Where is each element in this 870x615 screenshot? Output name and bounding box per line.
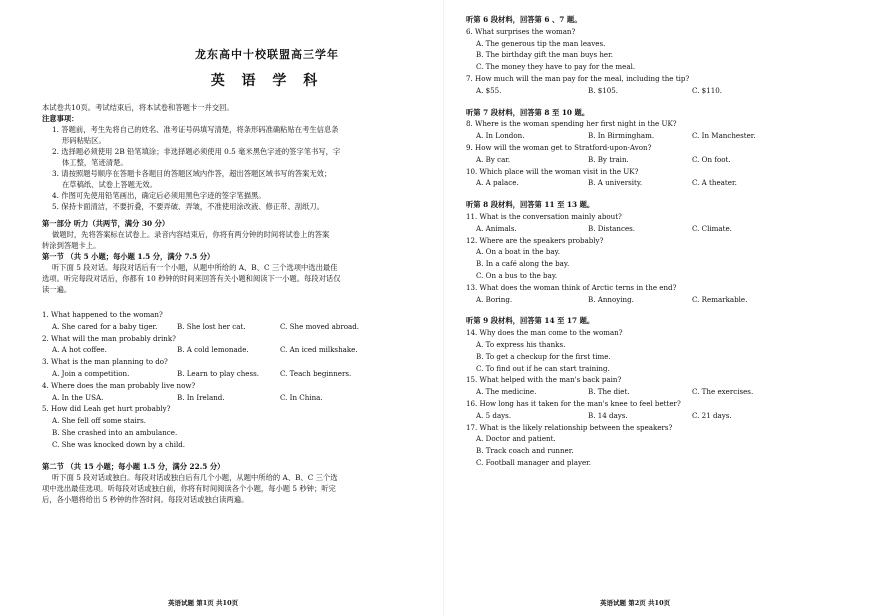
options-row: [466, 294, 850, 306]
options-row: [466, 223, 850, 235]
option-b: B. Annoying.: [588, 294, 634, 304]
option-c: C. The money they have to pay for the meal.: [476, 62, 636, 72]
exam-title: 龙东高中十校联盟高三学年: [195, 48, 339, 61]
option-c: C. She was knocked down by a child.: [52, 439, 186, 449]
option-c: C. Teach beginners.: [280, 368, 352, 378]
options-row: [466, 130, 850, 142]
question-text: 10. Which place will the woman visit in the UK?: [466, 166, 639, 176]
option-b: B. Distances.: [588, 223, 636, 233]
option-c: C. On foot.: [692, 154, 731, 164]
option-c: C. A theater.: [692, 178, 737, 188]
option-b: B. Track coach and runner.: [476, 446, 574, 456]
options-row: [466, 154, 850, 166]
question-3: [42, 356, 422, 380]
notice-line: 5. 保持卡面清洁，不要折叠，不要弄破、弄皱，不准使用涂改液、修正带、刮纸刀。: [52, 202, 324, 211]
notice-list: [42, 124, 422, 212]
option-b: B. 14 days.: [588, 410, 628, 420]
question-text: 9. How will the woman get to Stratford-upon-Avon?: [466, 142, 652, 152]
section2-title: 第二节 （共 15 小题；每小题 1.5 分，满分 22.5 分）: [42, 461, 225, 471]
page-divider: [443, 0, 444, 615]
option-b: B. To get a checkup for the first time.: [476, 351, 611, 361]
option-c: C. She moved abroad.: [280, 321, 360, 331]
option-b: B. $105.: [588, 85, 619, 95]
question-text: 12. Where are the speakers probably?: [466, 235, 604, 245]
option-c: C. Remarkable.: [692, 294, 748, 304]
section1-desc: 读一遍。: [42, 285, 72, 294]
section2-desc: 听下面 5 段对话或独白。每段对话或独白后有几个小题，从题中所给的 A、B、C 三个选: [52, 472, 338, 482]
notice-title: 注意事项：: [42, 114, 79, 123]
exam-intro: 本试卷共10页。考试结束后，将本试卷和答题卡一并交回。: [42, 103, 234, 112]
section2-desc: 后，各小题将给出 5 秒钟的作答时间。每段对话或独白读两遍。: [42, 494, 249, 504]
option-a: A. In London.: [476, 131, 525, 141]
notice-line: 1. 答题前，考生先将自己的姓名、准考证号码填写清楚，将条形码准确粘贴在考生信息条: [52, 125, 339, 134]
section1-desc: 听下面 5 段对话。每段对话后有一个小题，从题中所给的 A、B、C 三个选项中选出最佳: [52, 263, 338, 272]
option-a: A. In the USA.: [52, 392, 104, 402]
option-b: B. In a café along the bay.: [476, 259, 570, 269]
option-b: B. In Birmingham.: [588, 131, 655, 141]
option-b: B. The birthday gift the man buys her.: [476, 50, 613, 60]
option-a: A. She fell off some stairs.: [52, 416, 147, 426]
option-a: A. Animals.: [476, 223, 517, 233]
question-text: 1. What happened to the woman?: [42, 310, 163, 319]
group-title: 听第 8 段材料，回答第 11 至 13 题。: [466, 200, 595, 210]
section1-title: 第一节 （共 5 小题；每小题 1.5 分，满分 7.5 分）: [42, 252, 215, 261]
option-b: B. In Ireland.: [177, 392, 225, 402]
options-row: [466, 177, 850, 189]
option-c: C. In Manchester.: [692, 131, 756, 141]
question-2: [42, 333, 422, 357]
question-text: 11. What is the conversation mainly about?: [466, 211, 622, 221]
group-title: 听第 9 段材料，回答第 14 至 17 题。: [466, 316, 595, 326]
option-c: C. 21 days.: [692, 410, 732, 420]
part1-title: 第一部分 听力（共两节，满分 30 分）: [42, 219, 170, 228]
subject-title: 英 语 学 科: [210, 73, 324, 89]
options-row: [466, 85, 850, 97]
option-b: B. The diet.: [588, 387, 630, 397]
page-footer: 英语试题 第2页 共10页: [600, 599, 671, 607]
question-text: 5. How did Leah get hurt probably?: [42, 404, 171, 414]
option-b: B. Learn to play chess.: [177, 368, 260, 378]
options-row: [466, 386, 850, 398]
notice-line: 4. 作图可先使用铅笔画出，确定后必须用黑色字迹的签字笔描黑。: [52, 191, 266, 200]
options-row: [42, 321, 422, 333]
option-b: B. By train.: [588, 154, 629, 164]
options-row: [466, 410, 850, 422]
options-row: [42, 392, 422, 404]
option-a: A. On a boat in the bay.: [476, 247, 560, 257]
question-text: 17. What is the likely relationship between the speakers?: [466, 422, 673, 432]
question-4: [42, 380, 422, 404]
option-b: B. She lost her cat.: [177, 321, 246, 331]
page-footer: 英语试题 第1页 共10页: [168, 599, 239, 607]
question-text: 13. What does the woman think of Arctic terns in the end?: [466, 282, 677, 292]
question-text: 4. Where does the man probably live now?: [42, 380, 196, 390]
option-c: C. On a bus to the bay.: [476, 270, 558, 280]
option-a: A. $55.: [476, 85, 502, 95]
notice-line: 形码粘贴区。: [62, 136, 106, 145]
option-c: C. To find out if he can start training.: [476, 363, 610, 373]
section2-desc: 项中选出最佳选项。听每段对话或独白前，你将有时间阅读各个小题，每小题 5 秒钟；听完: [42, 483, 336, 493]
question-text: 14. Why does the man come to the woman?: [466, 328, 623, 338]
question-text: 3. What is the man planning to do?: [42, 357, 168, 367]
question-text: 8. Where is the woman spending her first night in the UK?: [466, 119, 677, 129]
option-a: A. Doctor and patient.: [476, 434, 556, 444]
notice-line: 体工整，笔迹清楚。: [62, 158, 128, 167]
question-text: 7. How much will the man pay for the meal, including the tip?: [466, 73, 690, 83]
question-text: 16. How long has it taken for the man's knee to feel better?: [466, 398, 681, 408]
option-a: A. A hot coffee.: [52, 345, 107, 355]
question-text: 15. What helped with the man's back pain?: [466, 375, 622, 385]
option-a: A. To express his thanks.: [476, 339, 566, 349]
option-c: C. An iced milkshake.: [280, 345, 358, 355]
options-row: [42, 344, 422, 356]
notice-line: 3. 请按照题号顺序在答题卡各题目的答题区域内作答，超出答题区域书写的答案无效；: [52, 169, 332, 178]
section1-desc: 选项。听完每段对话后，你都有 10 秒钟的时间来回答有关小题和阅读下一小题。每段对话仅: [42, 274, 341, 283]
group-title: 听第 6 段材料，回答第 6 、7 题。: [466, 15, 582, 24]
question-1: [42, 309, 422, 333]
option-a: A. She cared for a baby tiger.: [52, 321, 158, 331]
question-text: 2. What will the man probably drink?: [42, 333, 176, 343]
option-a: A. By car.: [476, 154, 511, 164]
option-a: A. Boring.: [476, 294, 513, 304]
question-5: [42, 403, 422, 450]
option-a: A. A palace.: [476, 178, 519, 188]
group-title: 听第 7 段材料，回答第 8 至 10 题。: [466, 107, 590, 117]
option-b: B. A cold lemonade.: [177, 345, 249, 355]
option-a: A. The generous tip the man leaves.: [476, 38, 606, 48]
notice-line: 2. 选择题必须使用 2B 铅笔填涂；非选择题必须使用 0.5 毫米黑色字迹的签字笔书写，字: [52, 147, 341, 156]
option-b: B. A university.: [588, 178, 643, 188]
option-c: C. Climate.: [692, 223, 732, 233]
part1-desc: 做题时，先将答案标在试卷上。录音内容结束后，你将有两分钟的时间将试卷上的答案: [52, 230, 330, 239]
option-c: C. $110.: [692, 85, 722, 95]
question-text: 6. What surprises the woman?: [466, 26, 576, 36]
option-a: A. Join a competition.: [52, 368, 130, 378]
option-c: C. Football manager and player.: [476, 457, 592, 467]
page-right: [448, 0, 870, 615]
option-a: A. The medicine.: [476, 387, 537, 397]
options-row: [42, 368, 422, 380]
notice-line: 在草稿纸、试卷上答题无效。: [62, 180, 157, 189]
option-c: C. In China.: [280, 392, 323, 402]
part1-desc: 转涂到答题卡上。: [42, 241, 101, 250]
option-b: B. She crashed into an ambulance.: [52, 427, 178, 437]
option-c: C. The exercises.: [692, 387, 754, 397]
option-a: A. 5 days.: [476, 410, 512, 420]
